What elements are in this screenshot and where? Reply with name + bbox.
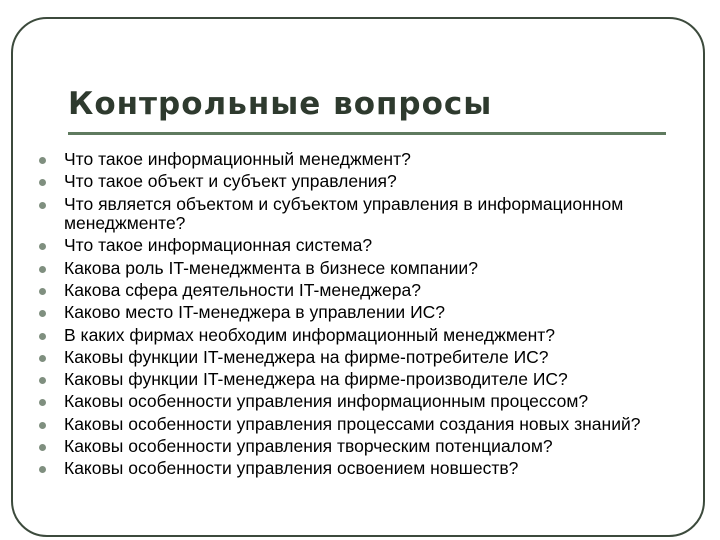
title-underline: [68, 132, 666, 135]
list-item: [36, 370, 696, 390]
bullet-icon: [39, 422, 46, 429]
list-item-text: Каково место IT-менеджера в управлении ИС?: [64, 302, 446, 323]
list-item-text: Что такое информационная система?: [64, 235, 373, 256]
bullet-icon: [39, 157, 46, 164]
bullet-icon: [39, 202, 46, 209]
list-item: [36, 437, 696, 457]
question-list: [36, 150, 696, 482]
list-item-text: Каковы особенности управления творческим потенциалом?: [64, 436, 553, 457]
list-item: [36, 259, 696, 279]
bullet-icon: [39, 243, 46, 250]
bullet-icon: [39, 355, 46, 362]
list-item: [36, 459, 696, 479]
list-item-text: Каковы особенности управления освоением новшеств?: [64, 458, 519, 479]
bullet-icon: [39, 179, 46, 186]
bullet-icon: [39, 399, 46, 406]
bullet-icon: [39, 288, 46, 295]
bullet-icon: [39, 266, 46, 273]
list-item-text: Что является объектом и субъектом управления в информационном менеджменте?: [64, 193, 624, 234]
list-item-text: Что такое информационный менеджмент?: [64, 149, 411, 169]
list-item: [36, 392, 696, 412]
slide-title: Контрольные вопросы: [68, 86, 493, 122]
bullet-icon: [39, 466, 46, 473]
list-item: [36, 326, 696, 346]
list-item-text: В каких фирмах необходим информационный менеджмент?: [64, 324, 555, 345]
list-item: [36, 236, 696, 256]
list-item-text: Что такое объект и субъект управления?: [64, 171, 397, 192]
list-item: [36, 281, 696, 301]
list-item-text: Какова сфера деятельности IT-менеджера?: [64, 279, 421, 300]
list-item: [36, 195, 696, 234]
list-item: [36, 348, 696, 368]
bullet-icon: [39, 444, 46, 451]
list-item: [36, 172, 696, 192]
bullet-icon: [39, 310, 46, 317]
list-item-text: Каковы функции IT-менеджера на фирме-производителе ИС?: [64, 369, 568, 390]
list-item: [36, 303, 696, 323]
list-item-text: Каковы особенности управления информационным процессом?: [64, 391, 589, 412]
list-item: [36, 150, 696, 170]
list-item-text: Каковы особенности управления процессами создания новых знаний?: [64, 413, 641, 434]
list-item-text: Каковы функции IT-менеджера на фирме-потребителе ИС?: [64, 346, 549, 367]
bullet-icon: [39, 333, 46, 340]
list-item-text: Какова роль IT-менеджмента в бизнесе компании?: [64, 257, 478, 278]
bullet-icon: [39, 377, 46, 384]
list-item: [36, 415, 696, 435]
